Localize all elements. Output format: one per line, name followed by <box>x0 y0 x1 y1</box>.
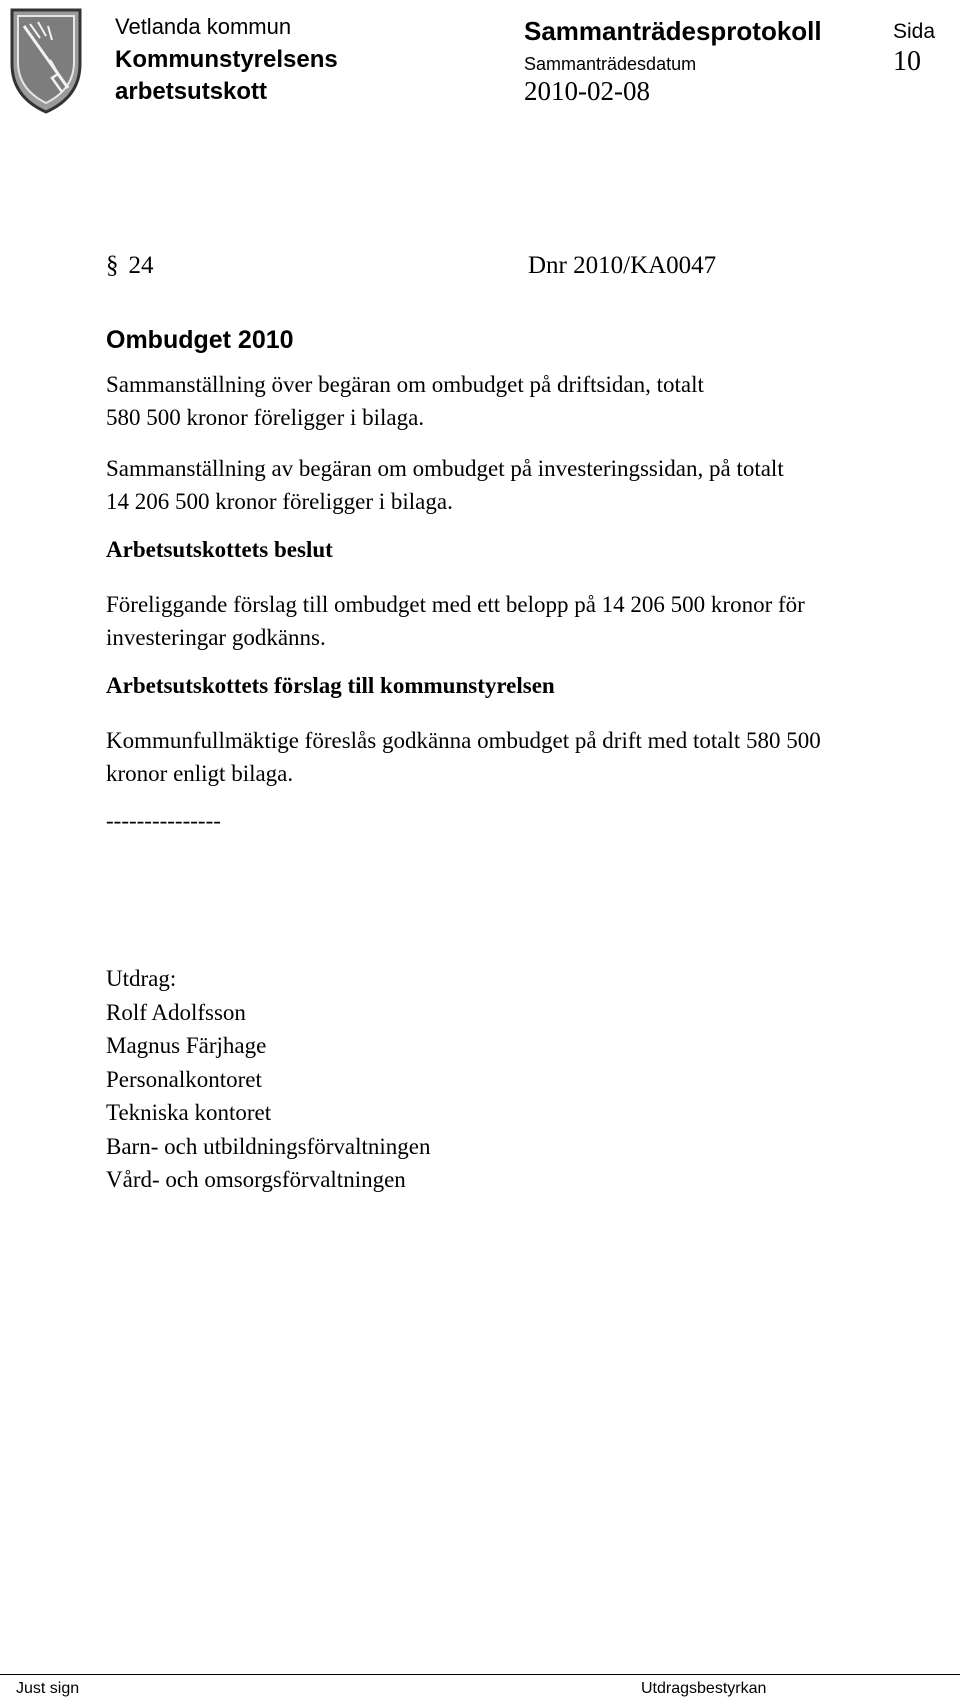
footer-signature-label: Just sign <box>16 1680 80 1697</box>
meeting-date: 2010-02-08 <box>524 76 650 106</box>
section-number-line <box>106 252 154 280</box>
distribution-list <box>106 962 431 1197</box>
registration-number: Dnr 2010/KA0047 <box>528 252 717 279</box>
coat-of-arms-icon <box>4 4 88 116</box>
decision-text: Föreliggande förslag till ombudget med ett belopp på 14 206 500 kronor för investeringar godkänns. <box>106 592 805 650</box>
footer-extract-certification-label: Utdragsbestyrkan <box>641 1680 767 1697</box>
document-type: Sammanträdesprotokoll <box>524 16 822 46</box>
meeting-date-label: Sammanträdesdatum <box>524 54 697 74</box>
item-title: Ombudget 2010 <box>106 326 294 354</box>
footer-rule <box>0 1674 960 1675</box>
section-number: 24 <box>128 252 154 279</box>
paragraph-operating-budget: Sammanställning över begäran om ombudget på driftsidan, totalt 580 500 kronor föreligger i bilaga. <box>106 372 704 430</box>
page-number: 10 <box>893 46 921 77</box>
decision-heading: Arbetsutskottets beslut <box>106 537 333 562</box>
paragraph-investment-budget: Sammanställning av begäran om ombudget på investeringssidan, på totalt 14 206 500 kronor föreligger i bilaga. <box>106 456 784 514</box>
committee-name: Kommunstyrelsens arbetsutskott <box>115 46 338 105</box>
proposal-text: Kommunfullmäktige föreslås godkänna ombudget på drift med totalt 580 500 kronor enligt bilaga. <box>106 728 821 786</box>
page-label: Sida <box>893 20 936 43</box>
distribution-label: Utdrag: <box>106 966 177 991</box>
distribution-recipient: Magnus Färjhage <box>106 1033 267 1058</box>
separator-dashes: --------------- <box>106 808 221 833</box>
distribution-recipient: Rolf Adolfsson <box>106 999 246 1025</box>
distribution-recipient: Barn- och utbildningsförvaltningen <box>106 1133 431 1159</box>
proposal-heading: Arbetsutskottets förslag till kommunstyrelsen <box>106 673 555 698</box>
distribution-recipient: Tekniska kontoret <box>106 1100 272 1125</box>
section-sign: § <box>106 252 119 279</box>
distribution-recipient: Personalkontoret <box>106 1066 262 1092</box>
distribution-recipient: Vård- och omsorgsförvaltningen <box>106 1167 406 1192</box>
municipality-name: Vetlanda kommun <box>115 14 292 39</box>
